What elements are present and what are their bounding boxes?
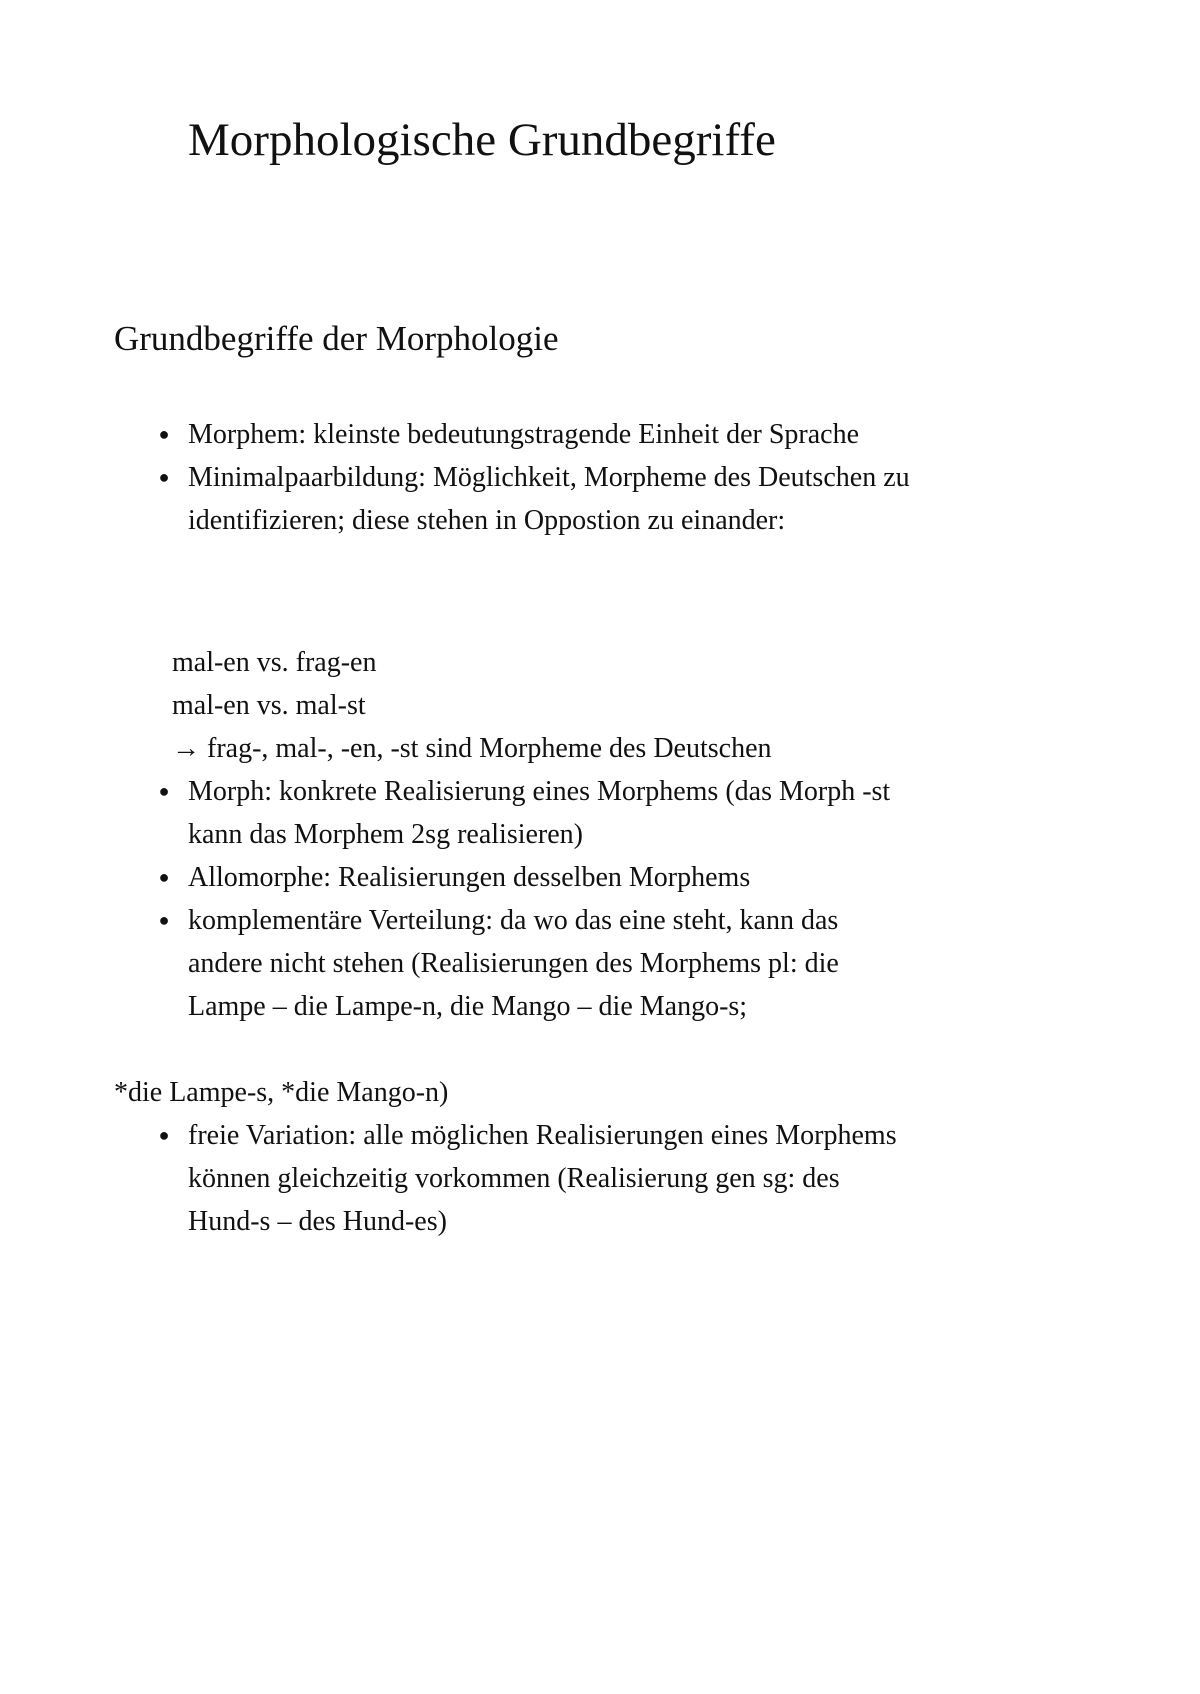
example-block <box>0 641 1200 770</box>
example-line: mal-en vs. mal-st <box>172 690 366 721</box>
bullet-text-freie-variation: freie Variation: alle möglichen Realisierungen eines Morphems können gleichzeitig vorkommen (Realisierung gen sg: des Hund-s – des Hund-es) <box>188 1120 897 1237</box>
bullet-icon: ● <box>158 781 170 801</box>
list-item <box>0 1114 918 1243</box>
bullet-icon: ● <box>158 424 170 444</box>
bullet-list-2 <box>0 770 1200 1028</box>
bullet-list-1 <box>0 413 1200 542</box>
continuation-block <box>0 1071 1200 1114</box>
bullet-list-3 <box>0 1114 1200 1243</box>
bullet-text-morph: Morph: konkrete Realisierung eines Morphems (das Morph -st kann das Morphem 2sg realisieren) <box>188 776 891 850</box>
list-item <box>0 899 918 1028</box>
bullet-text-morphem: Morphem: kleinste bedeutungstragende Einheit der Sprache <box>188 419 860 450</box>
section-heading: Grundbegriffe der Morphologie <box>114 319 559 358</box>
list-item <box>0 456 918 542</box>
list-item <box>0 413 918 456</box>
bullet-icon: ● <box>158 1125 170 1145</box>
continuation-line: *die Lampe-s, *die Mango-n) <box>114 1077 449 1108</box>
example-line: mal-en vs. frag-en <box>172 647 377 678</box>
bullet-text-allomorphe: Allomorphe: Realisierungen desselben Morphems <box>188 862 751 893</box>
bullet-text-komplementaer: komplementäre Verteilung: da wo das eine steht, kann das andere nicht stehen (Realisierungen des Morphems pl: die Lampe – die Lampe-n, die Mango – die Mango-s; <box>188 905 839 1022</box>
bullet-icon: ● <box>158 867 170 887</box>
bullet-text-minimalpaar: Minimalpaarbildung: Möglichkeit, Morpheme des Deutschen zu identifizieren; diese stehen in Oppostion zu einander: <box>188 462 910 536</box>
list-item <box>0 770 918 856</box>
example-conclusion: → frag-, mal-, -en, -st sind Morpheme des Deutschen <box>172 733 772 764</box>
list-item <box>0 856 918 899</box>
bullet-icon: ● <box>158 467 170 487</box>
bullet-icon: ● <box>158 910 170 930</box>
page-title: Morphologische Grundbegriffe <box>188 114 776 166</box>
